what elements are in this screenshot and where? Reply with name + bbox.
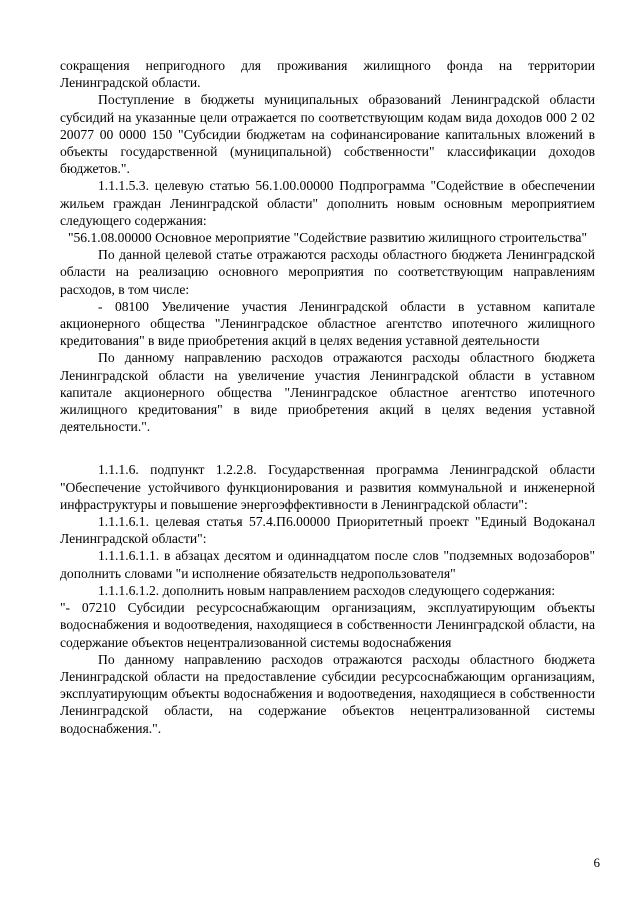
paragraph-direction-08100: - 08100 Увеличение участия Ленинградской области в уставном капитале акционерного общества "Ленинградское областное агентство ипотечного жилищного кредитования" в виде приобретения акций в целях ведения уставной деятельности <box>60 298 595 349</box>
paragraph-item-1-1-1-6-1-1: 1.1.1.6.1.1. в абзацах десятом и одиннадцатом после слов "подземных водозаборов" дополнить словами "и исполнение обязательств недропользователя" <box>60 548 595 581</box>
paragraph-direction-07210: "- 07210 Субсидии ресурсоснабжающим организациям, эксплуатирующим объекты водоснабжения и водоотведения, находящиеся в собственности Ленинградской области, на содержание объектов нецентрализованной системы водоснабжения <box>60 600 595 650</box>
paragraph-item-1-1-1-5-3: 1.1.1.5.3. целевую статью 56.1.00.00000 Подпрограмма "Содействие в обеспечении жильем граждан Ленинградской области" дополнить новым основным мероприятием следующего содержания: <box>60 178 595 228</box>
paragraph-item-1-1-1-6: 1.1.1.6. подпункт 1.2.2.8. Государственная программа Ленинградской области "Обеспечение устойчивого функционирования и развития коммунальной и инженерной инфраструктуры и повышение энергоэффективности в Ленинградской области": <box>60 462 595 512</box>
paragraph-continuation: сокращения непригодного для проживания жилищного фонда на территории Ленинградской области. <box>60 58 595 91</box>
paragraph-main-measure-title: "56.1.08.00000 Основное мероприятие "Содействие развитию жилищного строительства" <box>67 230 588 246</box>
paragraph-direction-08100-description: По данному направлению расходов отражаются расходы областного бюджета Ленинградской области на увеличение участия Ленинградской области в уставном капитале акционерного общества "Ленинградское областное агентство ипотечного жилищного кредитования" в виде приобретения акций в целях ведения уставной деятельности.". <box>60 350 595 435</box>
document-body <box>60 57 595 737</box>
paragraph-spacer <box>60 435 595 461</box>
paragraph-direction-07210-description: По данному направлению расходов отражаются расходы областного бюджета Ленинградской области на предоставление субсидии ресурсоснабжающим организациям, эксплуатирующим объекты водоснабжения и водоотведения, находящиеся в собственности Ленинградской области, на содержание объектов нецентрализованной системы водоснабжения.". <box>60 651 595 736</box>
page-number: 6 <box>593 855 600 870</box>
paragraph-item-1-1-1-6-1: 1.1.1.6.1. целевая статья 57.4.П6.00000 Приоритетный проект "Единый Водоканал Ленинградской области": <box>60 514 595 547</box>
paragraph-item-1-1-1-6-1-2: 1.1.1.6.1.2. дополнить новым направлением расходов следующего содержания: <box>98 582 556 598</box>
paragraph-target-article-expenses: По данной целевой статье отражаются расходы областного бюджета Ленинградской области на реализацию основного мероприятия по соответствующим направлениям расходов, в том числе: <box>60 247 595 297</box>
paragraph-revenue-receipt: Поступление в бюджеты муниципальных образований Ленинградской области субсидий на указанные цели отражается по соответствующим кодам вида доходов 000 2 02 20077 00 0000 150 "Субсидии бюджетам на софинансирование капитальных вложений в объекты государственной (муниципальной) собственности" классификации доходов бюджетов.". <box>60 92 595 177</box>
